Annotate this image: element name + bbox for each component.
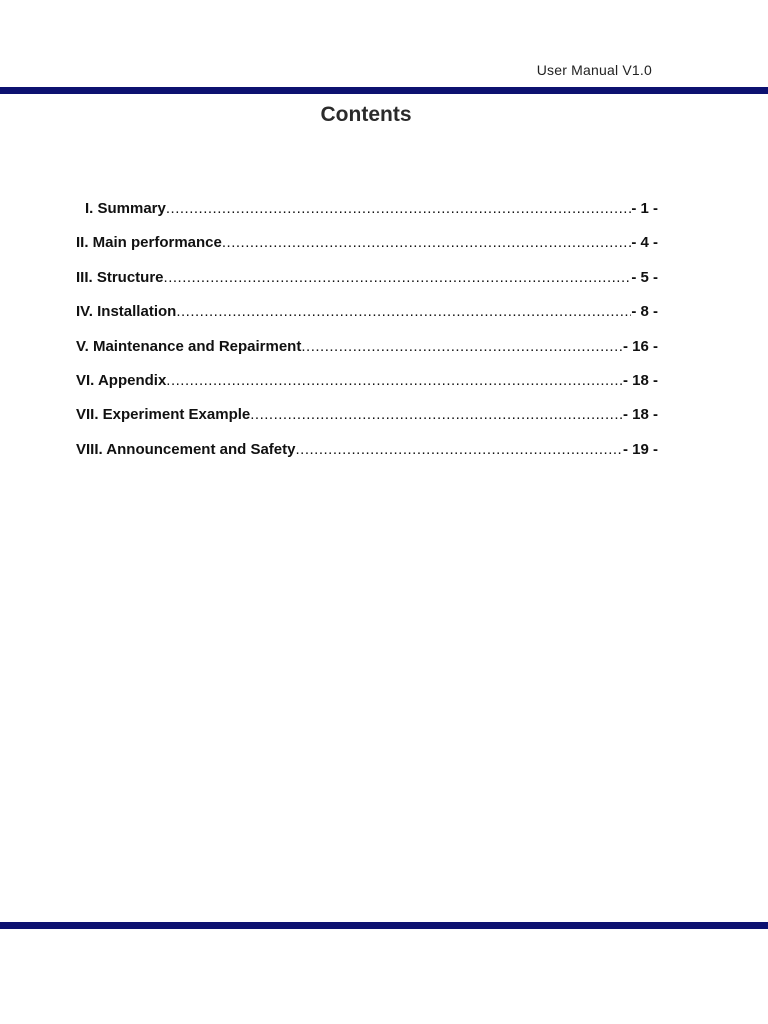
toc-entry-experiment-example[interactable] — [76, 406, 658, 440]
toc-dot-leader — [250, 406, 623, 423]
toc-entry-label: VI. Appendix — [76, 371, 167, 389]
running-header: User Manual V1.0 — [536, 62, 652, 78]
toc-dot-leader — [295, 441, 623, 458]
toc-entry-page: - 16 - — [622, 337, 658, 355]
toc-entry-appendix[interactable] — [76, 372, 658, 406]
toc-dot-leader — [166, 200, 631, 217]
toc-dot-leader — [222, 234, 631, 251]
toc-entry-page: - 8 - — [631, 303, 658, 321]
toc-dot-leader — [164, 269, 632, 286]
toc-entry-label: II. Main performance — [76, 234, 222, 252]
toc-entry-label: III. Structure — [76, 268, 164, 286]
toc-entry-label: V. Maintenance and Repairment — [76, 337, 302, 355]
toc-dot-leader — [301, 338, 623, 355]
toc-entry-label: IV. Installation — [76, 303, 177, 321]
toc-entry-structure[interactable] — [76, 269, 658, 303]
toc-entry-page: - 18 - — [622, 371, 658, 389]
toc-entry-page: - 18 - — [622, 406, 658, 424]
toc-entry-installation[interactable] — [76, 303, 658, 337]
toc-entry-summary[interactable] — [76, 200, 658, 234]
toc-entry-page: - 4 - — [631, 234, 658, 252]
toc-entry-page: - 1 - — [631, 200, 658, 217]
toc-entry-page: - 5 - — [631, 268, 658, 286]
page-title: Contents — [320, 103, 412, 126]
header-rule — [0, 87, 768, 94]
table-of-contents — [76, 200, 658, 475]
toc-entry-page: - 19 - — [622, 440, 658, 458]
toc-dot-leader — [166, 372, 623, 389]
toc-entry-label: VII. Experiment Example — [76, 406, 251, 424]
toc-entry-announcement-safety[interactable] — [76, 441, 658, 475]
footer-rule — [0, 922, 768, 929]
toc-entry-label: I. Summary — [85, 200, 166, 217]
toc-entry-main-performance[interactable] — [76, 234, 658, 268]
toc-dot-leader — [176, 303, 631, 320]
toc-entry-label: VIII. Announcement and Safety — [76, 440, 296, 458]
toc-entry-maintenance[interactable] — [76, 338, 658, 372]
